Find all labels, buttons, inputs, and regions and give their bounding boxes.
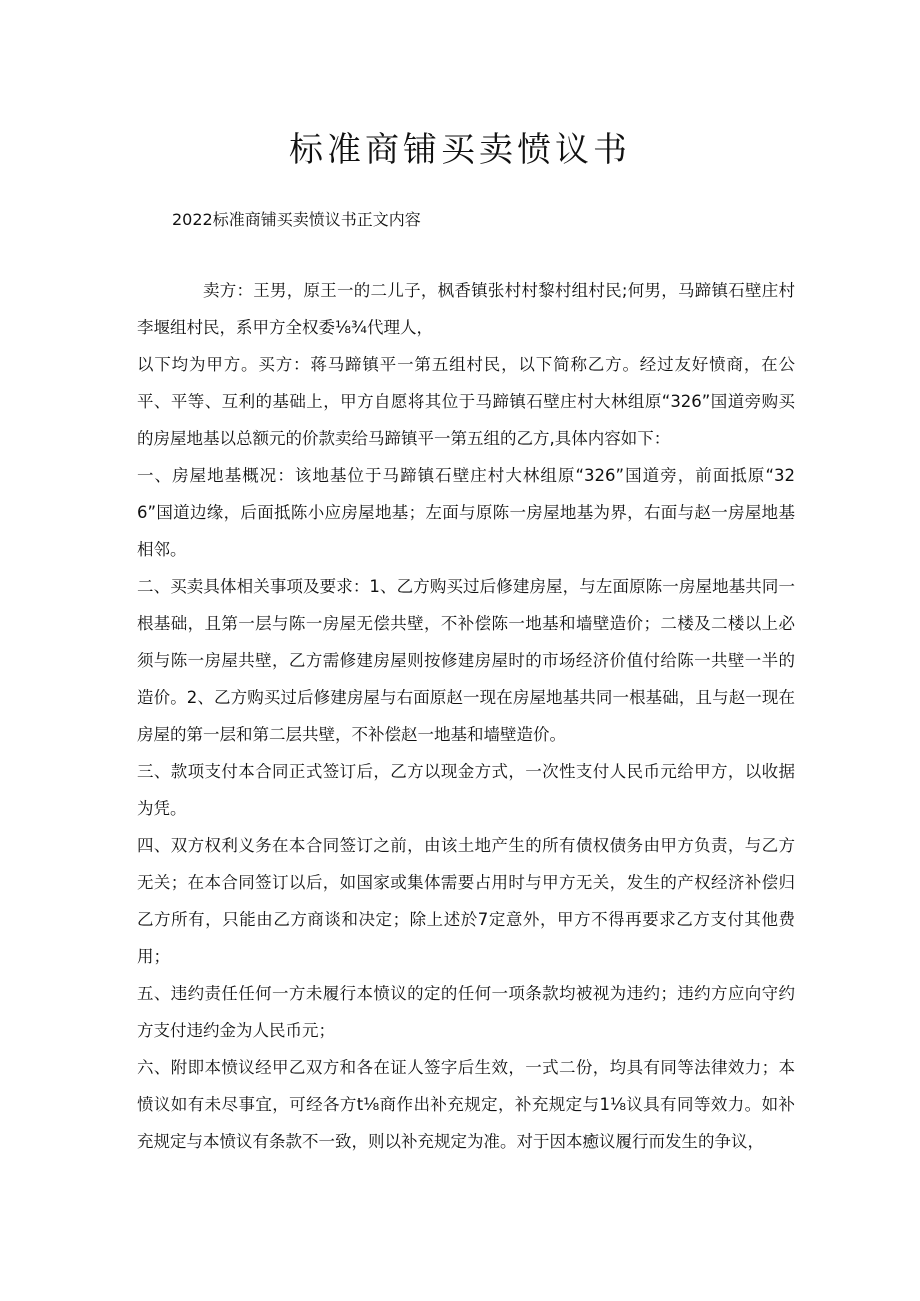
paragraph-clause-6: 六、附即本愤议经甲乙双方和各在证人签字后生效，一式二份，均具有同等法律效力；本愤议如有未尽事宜，可经各方t⅛商作出补充规定，补充规定与1⅛议具有同等效力。如补充规定与本愤议有条款不一致，则以补充规定为准。对于因本癒议履行而发生的争议， xyxy=(137,1058,795,1151)
paragraph-clause-1: 一、房屋地基概况：该地基位于马蹄镇石壁庄村大林组原“326”国道旁，前面抵原“326”国道边缘，后面抵陈小应房屋地基；左面与原陈一房屋地基为界，右面与赵一房屋地基相邻。 xyxy=(137,466,795,559)
document-subtitle: 2022标准商铺买卖愤议书正文内容 xyxy=(172,210,421,229)
paragraph-clause-5: 五、违约责任任何一方未履行本愤议的定的任何一项条款均被视为违约；违约方应向守约方支付违约金为人民币元； xyxy=(137,984,795,1040)
paragraph-clause-4: 四、双方权利义务在本合同签订之前，由该土地产生的所有债权债务由甲方负责，与乙方无关；在本合同签订以后，如国家或集体需要占用时与甲方无关，发生的产权经济补偿归乙方所有，只能由乙方商谈和决定；除上述於7定意外，甲方不得再要求乙方支付其他费用； xyxy=(137,836,795,966)
document-title: 标准商铺买卖愤议书 xyxy=(289,130,631,170)
paragraph-seller: 卖方：王男，原王一的二儿子，枫香镇张村村黎村组村民;何男，马蹄镇石壁庄村李堰组村民，系甲方全权委⅛¾代理人， xyxy=(137,281,795,337)
paragraph-buyer: 以下均为甲方。买方：蒋马蹄镇平一第五组村民，以下简称乙方。经过友好愤商，在公平、平等、互利的基础上，甲方自愿将其位于马蹄镇石壁庄村大林组原“326”国道旁购买的房屋地基以总额元的价款卖给马蹄镇平一第五组的乙方,具体内容如下： xyxy=(137,355,795,448)
paragraph-clause-3: 三、款项支付本合同正式签订后，乙方以现金方式，一次性支付人民币元给甲方，以收据为凭。 xyxy=(137,762,795,818)
document-body xyxy=(137,272,795,1160)
paragraph-clause-2: 二、买卖具体相关事项及要求：1、乙方购买过后修建房屋，与左面原陈一房屋地基共同一根基础，且第一层与陈一房屋无偿共壁，不补偿陈一地基和墙壁造价；二楼及二楼以上必须与陈一房屋共壁，乙方需修建房屋则按修建房屋时的市场经济价值付给陈一共壁一半的造价。2、乙方购买过后修建房屋与右面原赵一现在房屋地基共同一根基础，且与赵一现在房屋的第一层和第二层共壁，不补偿赵一地基和墙壁造价。 xyxy=(137,577,795,744)
